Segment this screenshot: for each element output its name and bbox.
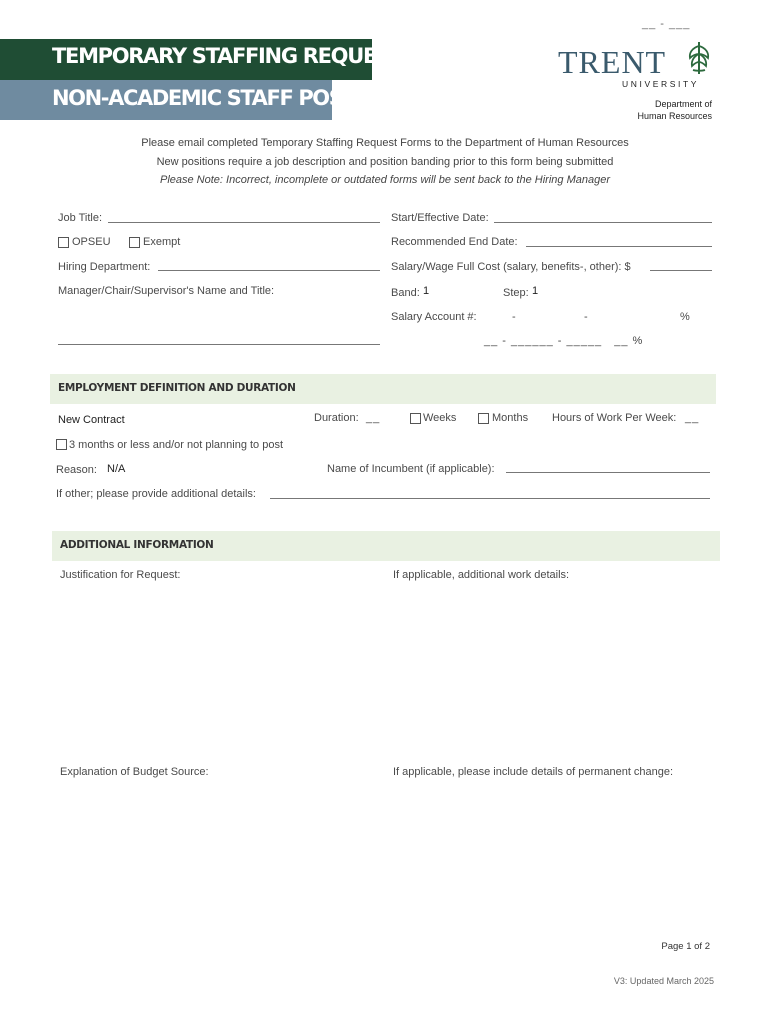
version-note: V3: Updated March 2025 xyxy=(613,976,714,986)
salary-account-separator-1: - xyxy=(512,311,516,323)
justification-field[interactable] xyxy=(58,585,380,755)
employment-section-header: EMPLOYMENT DEFINITION AND DURATION xyxy=(50,374,716,404)
end-date-field[interactable] xyxy=(526,246,712,247)
salary-account-separator-2: - xyxy=(584,311,588,323)
justification-label: Justification for Request: xyxy=(60,569,181,581)
exempt-label: Exempt xyxy=(143,236,181,248)
work-details-field[interactable] xyxy=(391,585,713,755)
hiring-department-field[interactable] xyxy=(158,270,380,271)
weeks-checkbox[interactable] xyxy=(410,413,421,424)
department-line-1: Department of xyxy=(654,99,712,109)
form-reference-number: __ - ___ xyxy=(642,18,691,30)
salary-account-label: Salary Account #: xyxy=(391,311,477,323)
intro-line-1: Please email completed Temporary Staffing Request Forms to the Department of Human Resources xyxy=(141,137,629,149)
job-title-field[interactable] xyxy=(108,222,380,223)
department-name xyxy=(600,98,712,122)
start-date-label: Start/Effective Date: xyxy=(391,212,489,224)
budget-source-field[interactable] xyxy=(58,782,380,932)
manager-field[interactable] xyxy=(58,344,380,345)
exempt-checkbox[interactable] xyxy=(129,237,140,248)
salary-cost-field[interactable] xyxy=(650,270,712,271)
form-subtitle: NON-ACADEMIC STAFF POSITIONS xyxy=(0,80,332,120)
step-label: Step: xyxy=(503,287,529,299)
months-label: Months xyxy=(492,412,529,424)
salary-cost-label: Salary/Wage Full Cost (salary, benefits-, other): $ xyxy=(391,261,631,273)
tree-icon xyxy=(684,40,714,76)
start-date-field[interactable] xyxy=(494,222,712,223)
additional-section-header: ADDITIONAL INFORMATION xyxy=(52,531,720,561)
trent-logo-wordmark: TRENT xyxy=(558,44,667,80)
contract-type-value[interactable]: New Contract xyxy=(58,414,125,426)
three-months-label: 3 months or less and/or not planning to post xyxy=(69,439,284,451)
work-details-label: If applicable, additional work details: xyxy=(393,569,570,581)
opseu-checkbox[interactable] xyxy=(58,237,69,248)
other-details-label: If other; please provide additional details: xyxy=(56,488,256,500)
opseu-label: OPSEU xyxy=(72,236,111,248)
duration-label: Duration: xyxy=(314,412,359,424)
salary-account-percent: % xyxy=(680,311,690,323)
band-label: Band: xyxy=(391,287,420,299)
hiring-department-label: Hiring Department: xyxy=(58,261,151,273)
trent-logo-university: UNIVERSITY xyxy=(622,79,700,89)
months-checkbox[interactable] xyxy=(478,413,489,424)
incumbent-label: Name of Incumbent (if applicable): xyxy=(327,463,495,475)
permanent-change-field[interactable] xyxy=(391,782,713,932)
incumbent-field[interactable] xyxy=(506,472,710,473)
form-title: TEMPORARY STAFFING REQUEST FORM xyxy=(0,39,372,80)
budget-source-label: Explanation of Budget Source: xyxy=(60,766,209,778)
intro-line-2: New positions require a job description and position banding prior to this form being submitted xyxy=(156,156,614,168)
three-months-checkbox[interactable] xyxy=(56,439,67,450)
salary-account-field[interactable]: __ - ______ - _____ __ % xyxy=(484,335,644,347)
hours-per-week-field[interactable]: __ xyxy=(685,412,700,424)
step-value[interactable]: 1 xyxy=(532,285,539,297)
manager-label: Manager/Chair/Supervisor's Name and Title: xyxy=(58,285,275,297)
job-title-label: Job Title: xyxy=(58,212,103,224)
department-line-2: Human Resources xyxy=(637,111,712,121)
reason-label: Reason: xyxy=(56,464,97,476)
page-number: Page 1 of 2 xyxy=(661,941,710,952)
reason-value[interactable]: N/A xyxy=(107,463,126,475)
weeks-label: Weeks xyxy=(423,412,457,424)
band-value[interactable]: 1 xyxy=(423,285,430,297)
other-details-field[interactable] xyxy=(270,498,710,499)
permanent-change-label: If applicable, please include details of permanent change: xyxy=(393,766,674,778)
intro-note: Please Note: Incorrect, incomplete or outdated forms will be sent back to the Hiring Manager xyxy=(159,174,610,186)
end-date-label: Recommended End Date: xyxy=(391,236,518,248)
duration-field[interactable]: __ xyxy=(366,412,381,424)
hours-per-week-label: Hours of Work Per Week: xyxy=(552,412,677,424)
